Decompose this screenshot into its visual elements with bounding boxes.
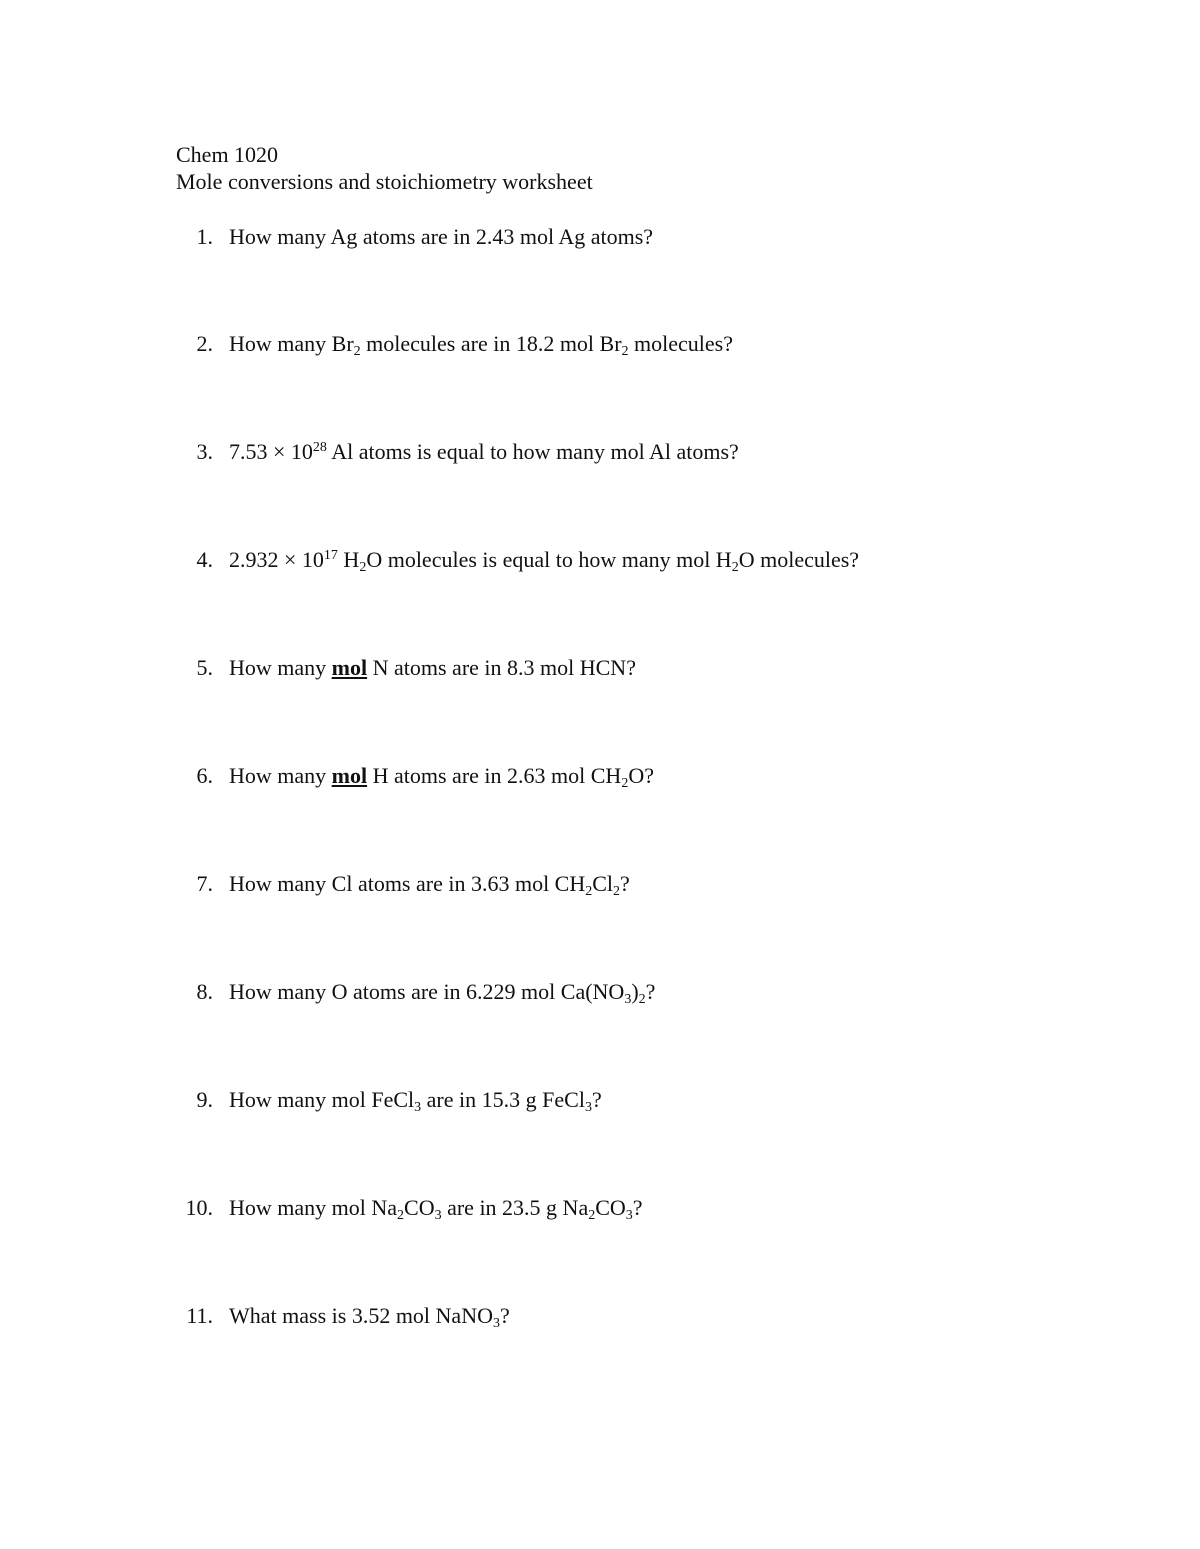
course-title: Chem 1020	[176, 142, 279, 167]
question-text: How many Cl atoms are in 3.63 mol $CH_2Cl_2$?	[229, 871, 630, 899]
question-number: 9.	[196, 1087, 213, 1112]
question-text: $7.53 \times 10^{28}$ Al atoms is equal to how many mol Al atoms?	[229, 439, 739, 464]
question-text: How many mol FeCl$_3$ are in 15.3 g FeCl$_3$?	[229, 1087, 602, 1115]
question-text: How many mol N atoms are in 8.3 mol HCN?	[229, 655, 636, 680]
question-number: 1.	[196, 224, 213, 249]
question-number: 2.	[196, 331, 213, 356]
question-text: How many $Br_2$ molecules are in 18.2 mol $Br_2$ molecules?	[229, 331, 734, 359]
question-text: How many Ag atoms are in 2.43 mol Ag atoms?	[229, 224, 654, 249]
question-number: 7.	[196, 871, 213, 896]
question-text: How many mol H atoms are in 2.63 mol $CH_2O$?	[229, 763, 654, 791]
question-number: 11.	[186, 1303, 213, 1328]
question-number: 5.	[196, 655, 213, 680]
question-number: 3.	[196, 439, 213, 464]
question-text: What mass is 3.52 mol NaNO$_3$?	[229, 1303, 510, 1331]
question-number: 6.	[196, 763, 213, 788]
worksheet-title: Mole conversions and stoichiometry worksheet	[176, 169, 593, 194]
question-text: $2.932 \times 10^{17}$ $H_2O$ molecules is equal to how many mol $H_2O$ molecules?	[229, 547, 860, 575]
question-number: 8.	[196, 979, 213, 1004]
question-number: 4.	[196, 547, 213, 572]
question-text: How many mol $Na_2CO_3$ are in 23.5 g $Na_2CO_3$?	[229, 1195, 643, 1223]
question-number: 10.	[185, 1195, 213, 1220]
question-text: How many O atoms are in 6.229 mol $Ca(NO_3)_2$?	[229, 979, 656, 1007]
